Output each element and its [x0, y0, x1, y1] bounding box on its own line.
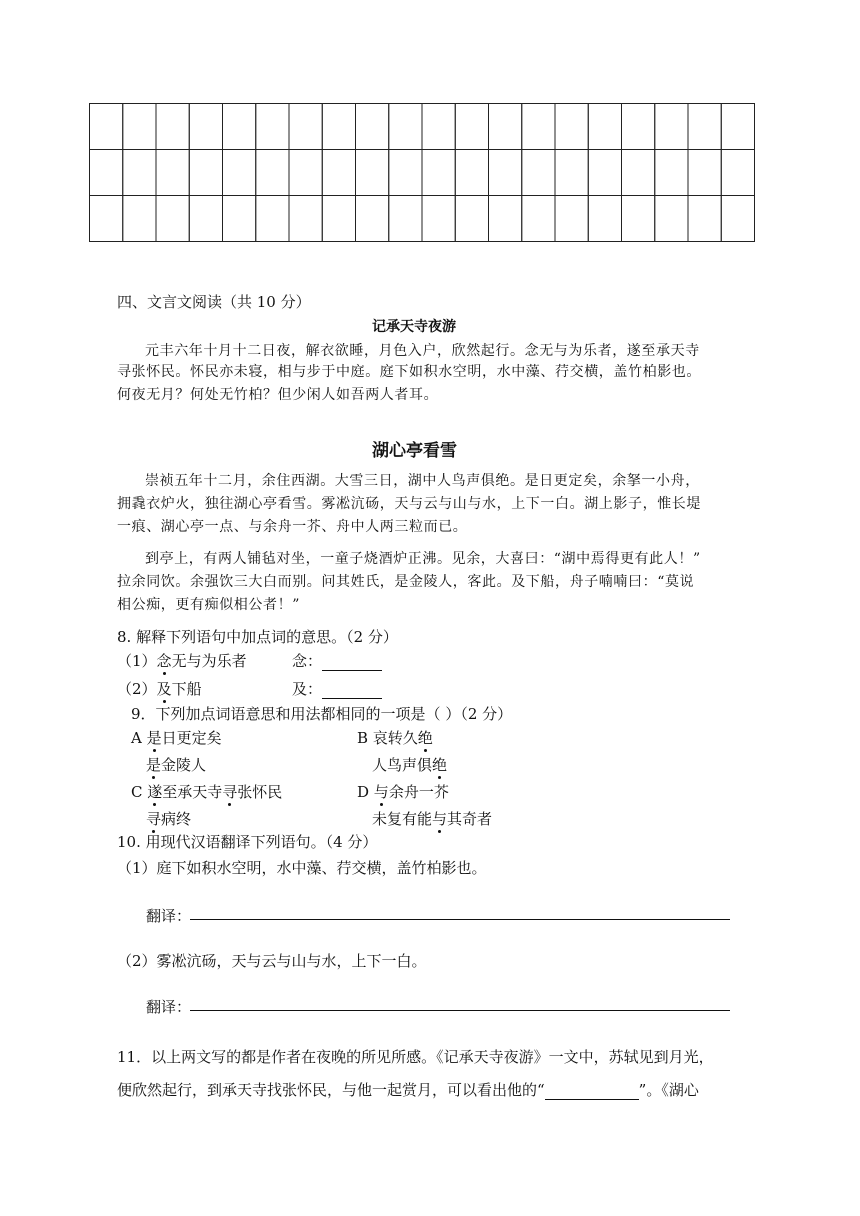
text2-line: 拥毳衣炉火，独往湖心亭看雪。雾凇沆砀，天与云与山与水，上下一白。湖上影子，惟长堤 [117, 496, 701, 512]
q10-stem: 10. 用现代汉语翻译下列语句。（4 分） [117, 833, 378, 851]
translate-label: 翻译： [146, 998, 192, 1016]
grid-cell[interactable] [189, 196, 222, 242]
grid-cell[interactable] [688, 104, 721, 150]
text2-line: 到亭上，有两人铺毡对坐，一童子烧酒炉正沸。见余，大喜曰：“湖中焉得更有此人！” [145, 551, 701, 567]
q10-item2: （2）雾凇沆砀，天与云与山与水，上下一白。 [117, 952, 427, 970]
q8-item1: （1）念无与为乐者 [117, 652, 247, 670]
grid-cell[interactable] [123, 150, 156, 196]
grid-cell[interactable] [655, 104, 688, 150]
translate-line-2[interactable] [190, 1010, 730, 1011]
grid-cell[interactable] [555, 104, 588, 150]
answer-blank[interactable] [322, 652, 382, 671]
q9-option-c: C 遂至承天寺寻张怀民 [131, 783, 283, 801]
grid-cell[interactable] [688, 150, 721, 196]
grid-cell[interactable] [189, 150, 222, 196]
grid-cell[interactable] [90, 196, 123, 242]
text2-line: 一痕、湖心亭一点、与余舟一芥、舟中人两三粒而已。 [117, 519, 468, 535]
writing-grid [89, 103, 755, 242]
dotted-word: 念 [156, 652, 172, 670]
q9-option-d2: 未复有能与其奇者 [372, 810, 493, 828]
q9-option-b2: 人鸟声俱绝 [372, 756, 448, 774]
grid-cell[interactable] [622, 150, 655, 196]
grid-cell[interactable] [356, 150, 389, 196]
grid-cell[interactable] [256, 150, 289, 196]
text2-line: 拉余同饮。余强饮三大白而别。问其姓氏，是金陵人，客此。及下船，舟子喃喃曰：“莫说 [117, 574, 695, 590]
grid-cell[interactable] [156, 196, 189, 242]
grid-cell[interactable] [322, 104, 355, 150]
grid-cell[interactable] [721, 150, 754, 196]
grid-cell[interactable] [356, 104, 389, 150]
dotted-word: 及 [156, 680, 172, 698]
grid-cell[interactable] [322, 196, 355, 242]
grid-cell[interactable] [489, 104, 522, 150]
grid-cell[interactable] [422, 104, 455, 150]
grid-cell[interactable] [622, 104, 655, 150]
grid-cell[interactable] [522, 196, 555, 242]
grid-cell[interactable] [522, 104, 555, 150]
translate-line-1[interactable] [190, 919, 730, 920]
grid-cell[interactable] [156, 150, 189, 196]
grid-cell[interactable] [422, 150, 455, 196]
q8-answer2: 及： [292, 678, 382, 699]
q11-line1: 11．以上两文写的都是作者在夜晚的所见所感。《记承天寺夜游》一文中，苏轼见到月光， [117, 1048, 714, 1066]
grid-cell[interactable] [289, 150, 322, 196]
q9-option-a2: 是金陵人 [146, 756, 207, 774]
grid-cell[interactable] [688, 196, 721, 242]
grid-cell[interactable] [289, 196, 322, 242]
grid-cell[interactable] [721, 196, 754, 242]
q9-stem: 9．下列加点词语意思和用法都相同的一项是（ ）（2 分） [131, 705, 513, 723]
grid-cell[interactable] [422, 196, 455, 242]
grid-cell[interactable] [555, 196, 588, 242]
q11-line2: 便欣然起行，到承天寺找张怀民，与他一起赏月，可以看出他的“ ”。《湖心 [117, 1081, 699, 1099]
text2-title: 湖心亭看雪 [372, 441, 457, 461]
grid-cell[interactable] [256, 196, 289, 242]
grid-cell[interactable] [455, 196, 488, 242]
answer-blank[interactable] [322, 680, 382, 699]
grid-cell[interactable] [389, 150, 422, 196]
grid-cell[interactable] [156, 104, 189, 150]
grid-cell[interactable] [322, 150, 355, 196]
text2-line: 崇祯五年十二月，余住西湖。大雪三日，湖中人鸟声俱绝。是日更定矣，余拏一小舟， [145, 473, 700, 489]
q8-item2: （2）及下船 [117, 680, 202, 698]
grid-cell[interactable] [256, 104, 289, 150]
grid-cell[interactable] [123, 104, 156, 150]
grid-cell[interactable] [123, 196, 156, 242]
grid-cell[interactable] [555, 150, 588, 196]
grid-cell[interactable] [223, 150, 256, 196]
grid-cell[interactable] [721, 104, 754, 150]
text1-title: 记承天寺夜游 [372, 319, 456, 335]
grid-cell[interactable] [389, 104, 422, 150]
grid-cell[interactable] [389, 196, 422, 242]
q9-option-c2: 寻病终 [146, 810, 192, 828]
q8-stem: 8. 解释下列语句中加点词的意思。（2 分） [117, 628, 398, 646]
answer-blank[interactable] [545, 1081, 639, 1100]
q9-option-b: B 哀转久绝 [357, 729, 433, 747]
text1-line: 寻张怀民。怀民亦未寝，相与步于中庭。庭下如积水空明，水中藻、荇交横，盖竹柏影也。 [117, 364, 701, 380]
q8-answer1: 念： [292, 650, 382, 671]
q9-option-d: D 与余舟一芥 [357, 783, 449, 801]
grid-cell[interactable] [489, 196, 522, 242]
grid-cell[interactable] [489, 150, 522, 196]
text1-line: 元丰六年十月十二日夜，解衣欲睡，月色入户，欣然起行。念无与为乐者，遂至承天寺 [145, 343, 700, 359]
grid-cell[interactable] [588, 196, 621, 242]
grid-cell[interactable] [223, 104, 256, 150]
grid-cell[interactable] [223, 196, 256, 242]
text1-line: 何夜无月？何处无竹柏？但少闲人如吾两人者耳。 [117, 387, 439, 403]
grid-cell[interactable] [356, 196, 389, 242]
translate-label: 翻译： [146, 907, 192, 925]
grid-cell[interactable] [189, 104, 222, 150]
grid-cell[interactable] [289, 104, 322, 150]
q9-option-a: A 是日更定矣 [131, 729, 222, 747]
grid-cell[interactable] [655, 196, 688, 242]
grid-cell[interactable] [588, 150, 621, 196]
grid-cell[interactable] [655, 150, 688, 196]
grid-cell[interactable] [588, 104, 621, 150]
q10-item1: （1）庭下如积水空明，水中藻、荇交横，盖竹柏影也。 [117, 859, 487, 877]
grid-cell[interactable] [522, 150, 555, 196]
grid-cell[interactable] [455, 104, 488, 150]
text2-line: 相公痴，更有痴似相公者！” [117, 597, 300, 613]
grid-cell[interactable] [90, 150, 123, 196]
grid-cell[interactable] [455, 150, 488, 196]
section4-heading: 四、文言文阅读（共 10 分） [117, 293, 311, 311]
grid-cell[interactable] [622, 196, 655, 242]
grid-cell[interactable] [90, 104, 123, 150]
